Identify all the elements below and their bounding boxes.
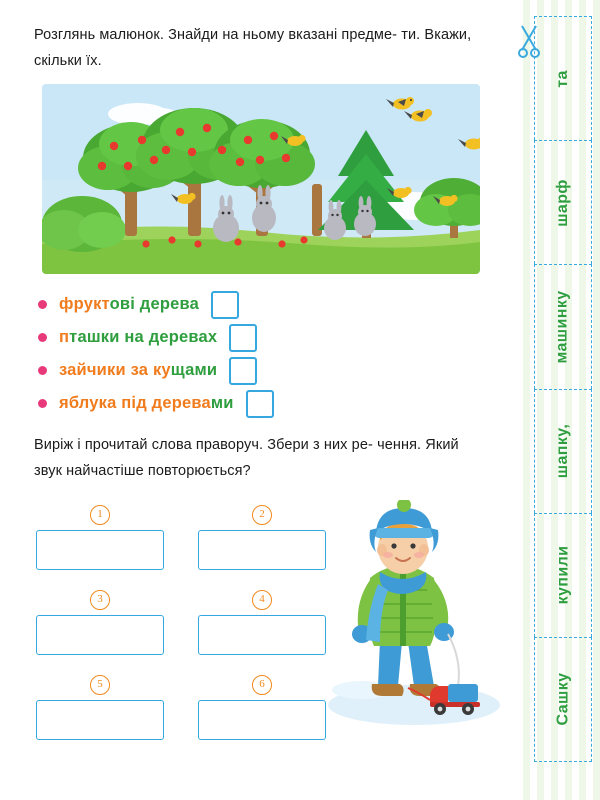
- list-item-3-part1: яблука під дерева: [59, 394, 211, 412]
- write-box[interactable]: [36, 530, 164, 570]
- box-number: 2: [252, 505, 272, 525]
- word-boxes-row: [36, 675, 326, 740]
- list-item: [38, 387, 478, 420]
- list-item-2-part2: щами: [170, 361, 218, 379]
- list-item-label: [59, 394, 234, 413]
- box-number: 3: [90, 590, 110, 610]
- cutout-word-cards: [534, 16, 592, 762]
- write-box[interactable]: [198, 700, 326, 740]
- word-card-label: та: [553, 69, 571, 88]
- answer-box[interactable]: [229, 324, 257, 352]
- write-box[interactable]: [198, 615, 326, 655]
- word-card-label: купили: [554, 545, 571, 605]
- list-item-3-part2: ми: [210, 394, 234, 412]
- word-card[interactable]: [534, 389, 592, 513]
- list-item-label: [59, 328, 217, 347]
- bullet-dot: [38, 399, 47, 408]
- find-items-list: [38, 288, 478, 420]
- word-card-label: Сашку: [553, 672, 571, 726]
- forest-illustration: [42, 84, 480, 274]
- word-boxes-grid: [36, 505, 326, 760]
- box-number: 6: [252, 675, 272, 695]
- word-box-cell: [36, 675, 164, 740]
- word-card-label: шапку,: [553, 423, 571, 479]
- box-number: 4: [252, 590, 272, 610]
- word-boxes-row: [36, 505, 326, 570]
- exercise2-instruction: [34, 432, 484, 484]
- list-item: [38, 354, 478, 387]
- list-item-1-part1: п: [59, 328, 70, 346]
- boy-illustration: [322, 500, 500, 730]
- list-item-0-part1: фрукт: [59, 295, 110, 313]
- write-box[interactable]: [198, 530, 326, 570]
- box-number: 5: [90, 675, 110, 695]
- word-card[interactable]: [534, 637, 592, 762]
- exercise1-instruction: [34, 22, 484, 74]
- list-item-2-part1: зайчики за ку: [59, 361, 171, 379]
- word-box-cell: [36, 505, 164, 570]
- word-card[interactable]: [534, 16, 592, 140]
- bullet-dot: [38, 300, 47, 309]
- list-item-1-part2: ташки на деревах: [69, 328, 218, 346]
- answer-box[interactable]: [211, 291, 239, 319]
- word-box-cell: [198, 505, 326, 570]
- list-item-0-part2: ові дерева: [109, 295, 200, 313]
- word-box-cell: [198, 590, 326, 655]
- answer-box[interactable]: [229, 357, 257, 385]
- write-box[interactable]: [36, 615, 164, 655]
- exercise1-instruction-line2: ти. Вкажи, скільки їх.: [34, 27, 472, 69]
- write-box[interactable]: [36, 700, 164, 740]
- exercise2-instruction-line1: Виріж і прочитай слова праворуч. Збери з них ре-: [34, 437, 373, 453]
- word-box-cell: [198, 675, 326, 740]
- box-number: 1: [90, 505, 110, 525]
- word-boxes-row: [36, 590, 326, 655]
- list-item-label: [59, 295, 199, 314]
- list-item-label: [59, 361, 217, 380]
- list-item: [38, 321, 478, 354]
- word-box-cell: [36, 590, 164, 655]
- word-card[interactable]: [534, 140, 592, 264]
- exercise1-instruction-line1: Розглянь малюнок. Знайди на ньому вказані предме-: [34, 27, 398, 43]
- word-card-label: шарф: [553, 178, 571, 227]
- answer-box[interactable]: [246, 390, 274, 418]
- bullet-dot: [38, 366, 47, 375]
- word-card-label: машинку: [554, 290, 572, 364]
- exercise2-instruction-line2: чення. Який звук найчастіше повторюється?: [34, 437, 459, 479]
- bullet-dot: [38, 333, 47, 342]
- cutout-strip: [516, 0, 600, 800]
- word-card[interactable]: [534, 264, 592, 388]
- list-item: [38, 288, 478, 321]
- word-card[interactable]: [534, 513, 592, 637]
